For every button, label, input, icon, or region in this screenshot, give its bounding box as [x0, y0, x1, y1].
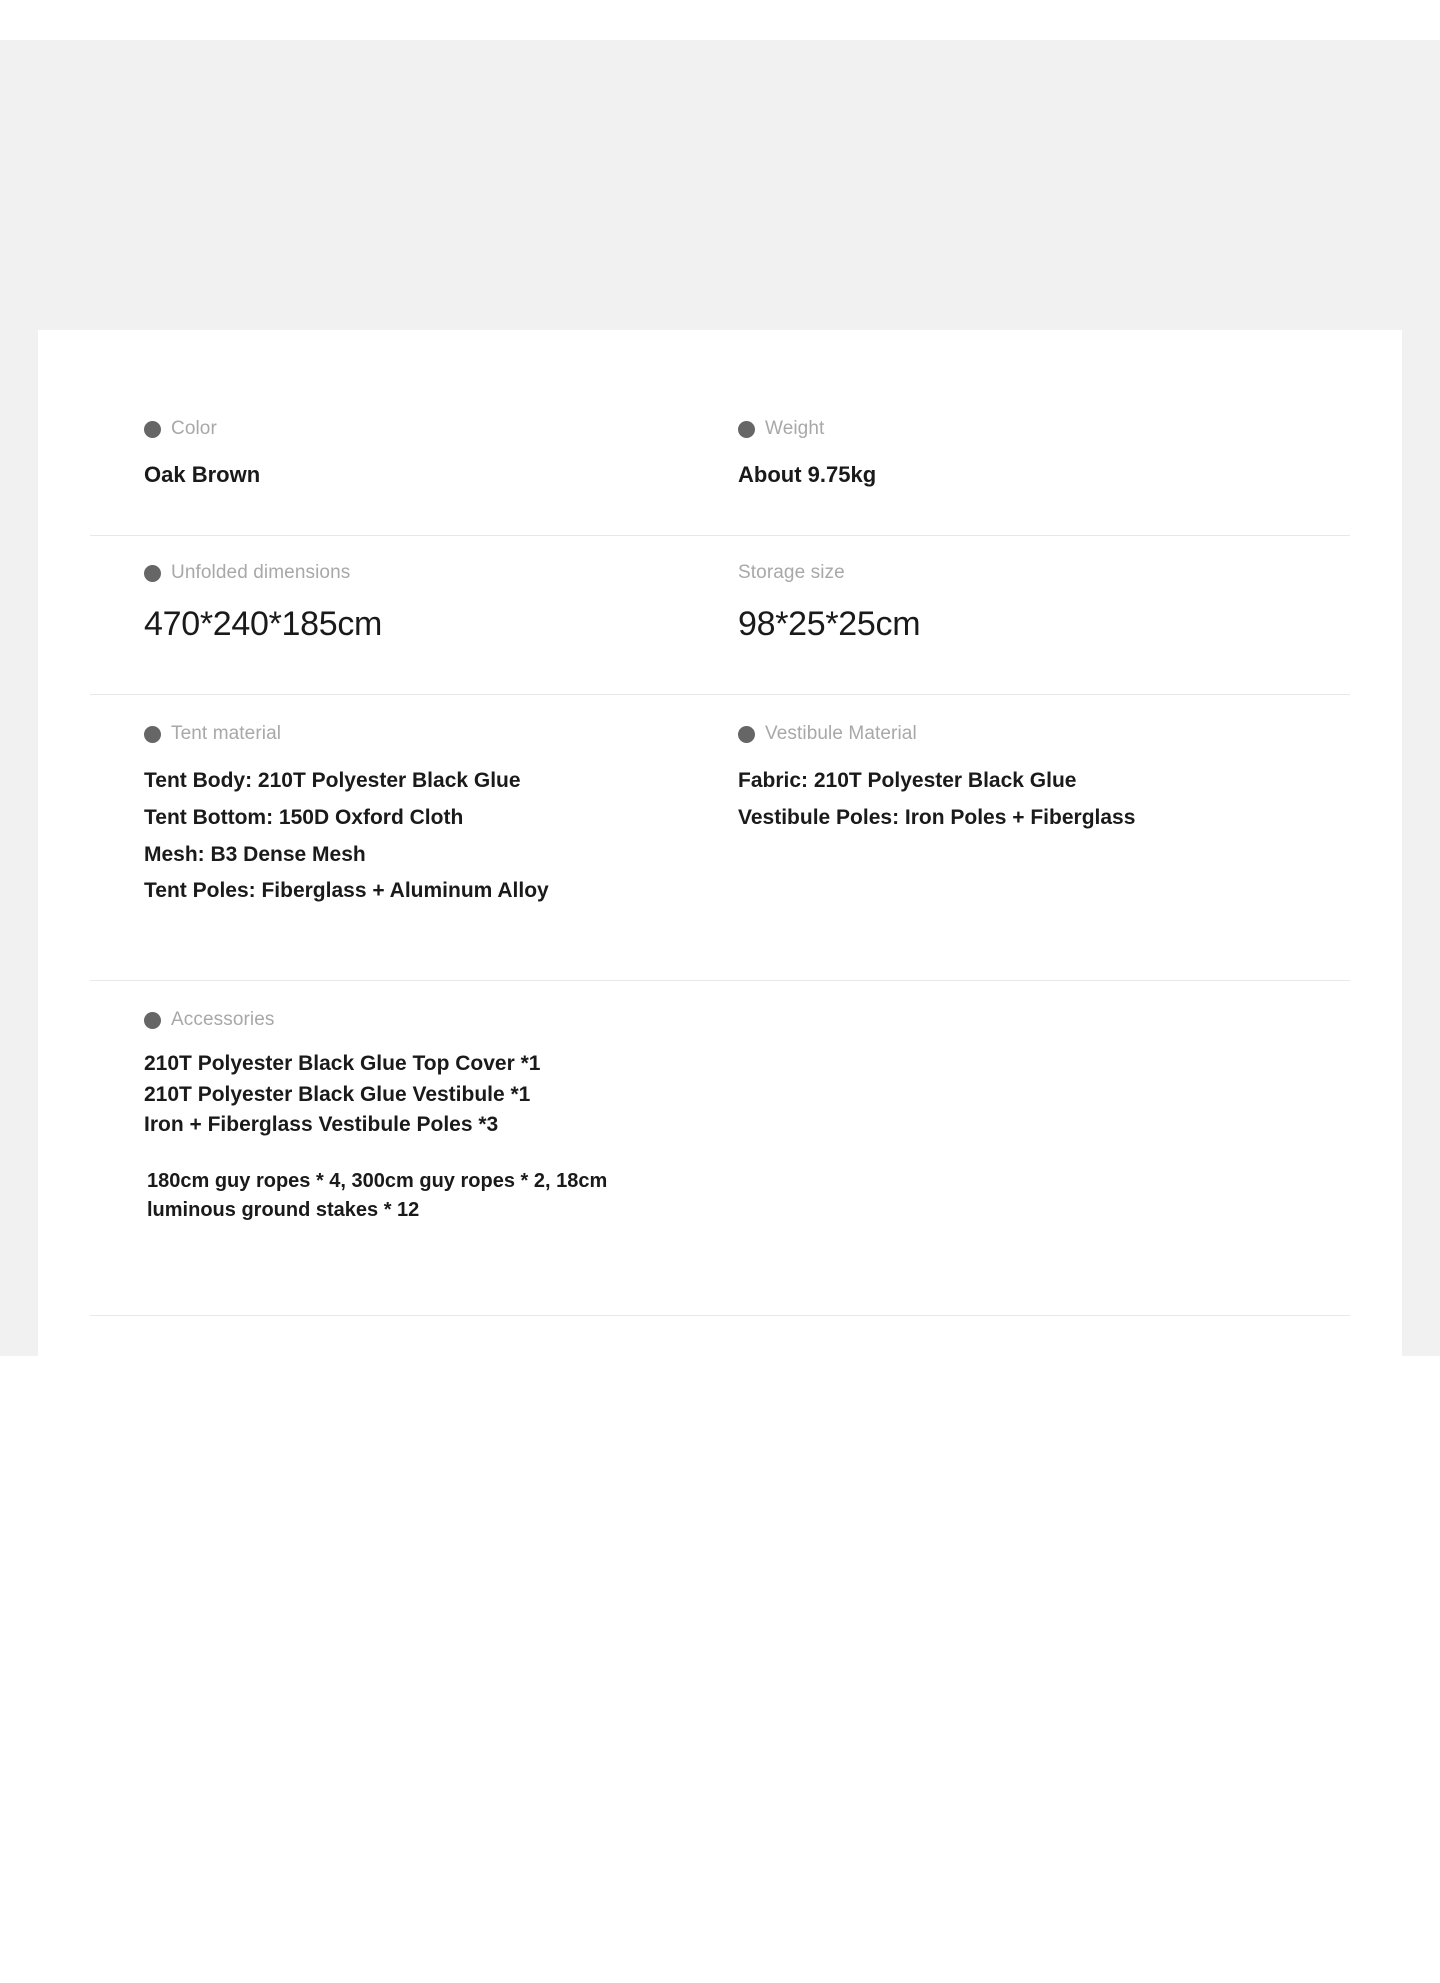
spec-value-line: Fabric: 210T Polyester Black Glue — [738, 769, 1077, 793]
spec-label-color — [144, 418, 690, 440]
spec-label-text: Color — [171, 418, 217, 439]
bullet-dot-icon — [738, 726, 755, 743]
spec-label-text: Weight — [765, 418, 825, 439]
bullet-dot-icon — [144, 421, 161, 438]
table-row — [90, 536, 1350, 695]
spec-value-vestibule-material — [738, 763, 1320, 837]
spec-value-unfolded-dimensions: 470*240*185cm — [144, 605, 383, 643]
top-white-strip — [0, 0, 1440, 40]
spec-cell-tent-material — [90, 695, 720, 980]
spec-value-line: Tent Body: 210T Polyester Black Glue — [144, 769, 521, 793]
spec-label-text: Storage size — [738, 562, 845, 583]
spec-value-line: Tent Poles: Fiberglass + Aluminum Alloy — [144, 879, 549, 903]
spec-label-text: Accessories — [171, 1009, 275, 1031]
bullet-dot-icon — [144, 565, 161, 582]
spec-cell-weight — [720, 390, 1350, 535]
spec-value-line: Tent Bottom: 150D Oxford Cloth — [144, 805, 464, 829]
spec-cell-storage-size — [720, 536, 1350, 694]
spec-value-storage-size: 98*25*25cm — [738, 605, 921, 643]
bullet-dot-icon — [738, 421, 755, 438]
spec-value-accessories-primary: 210T Polyester Black Glue Top Cover *1 210T Polyester Black Glue Vestibule *1 Iron + Fiberglass Vestibule Poles *3 — [144, 1052, 541, 1137]
spec-label-weight — [738, 418, 1320, 440]
title-block — [0, 40, 1440, 330]
table-row — [90, 981, 1350, 1315]
spec-value-tent-material — [144, 763, 690, 910]
spec-label-text: Unfolded dimensions — [171, 562, 351, 583]
spec-label-accessories — [144, 1009, 690, 1031]
spec-label-storage-size — [738, 562, 1320, 584]
spec-cell-color — [90, 390, 720, 535]
bottom-spacer — [0, 1356, 1440, 1396]
spec-label-text: Vestibule Material — [765, 723, 917, 745]
spec-value-accessories-secondary: 180cm guy ropes * 4, 300cm guy ropes * 2, 18cm luminous ground stakes * 12 — [147, 1169, 608, 1221]
spec-cell-unfolded-dimensions — [90, 536, 720, 694]
bullet-dot-icon — [144, 726, 161, 743]
spec-cell-accessories — [90, 981, 720, 1314]
spec-value-line: Mesh: B3 Dense Mesh — [144, 842, 366, 866]
spec-label-tent-material — [144, 723, 690, 745]
spec-label-unfolded-dimensions — [144, 562, 690, 584]
table-row — [90, 390, 1350, 536]
grey-backdrop — [0, 40, 1440, 1396]
spec-label-text: Tent material — [171, 723, 282, 745]
spec-cell-vestibule-material — [720, 695, 1350, 980]
spec-value-weight: About 9.75kg — [738, 462, 877, 487]
card-wrapper — [0, 330, 1440, 1356]
spec-cell-accessories-empty — [720, 981, 1350, 1314]
table-row — [90, 695, 1350, 981]
spec-value-color: Oak Brown — [144, 462, 261, 487]
spec-label-vestibule-material — [738, 723, 1320, 745]
bullet-dot-icon — [144, 1012, 161, 1029]
spec-value-line: Vestibule Poles: Iron Poles + Fiberglass — [738, 805, 1136, 829]
spec-card — [38, 330, 1402, 1356]
